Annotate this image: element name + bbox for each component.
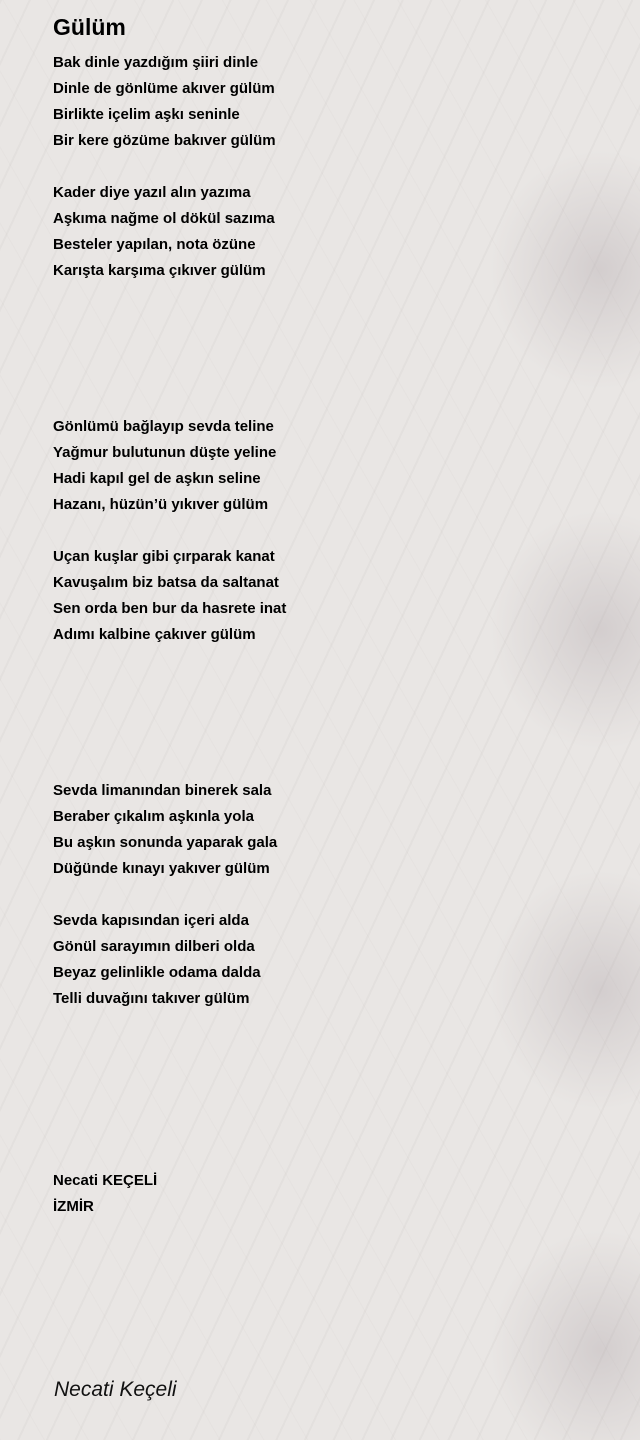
poem-line: Karışta karşıma çıkıver gülüm <box>53 262 266 279</box>
poem-line: Beyaz gelinlikle odama dalda <box>53 964 261 981</box>
poem-line: Aşkıma nağme ol dökül sazıma <box>53 210 275 227</box>
stanza-4 <box>53 544 613 648</box>
poem-line: Uçan kuşlar gibi çırparak kanat <box>53 548 275 565</box>
poem-line: Adımı kalbine çakıver gülüm <box>53 626 256 643</box>
poem-line: Bak dinle yazdığım şiiri dinle <box>53 54 259 71</box>
poem-line: Düğünde kınayı yakıver gülüm <box>53 860 270 877</box>
stanza-6 <box>53 908 613 1012</box>
author-place: İZMİR <box>53 1198 94 1215</box>
poem-line: Gönül sarayımın dilberi olda <box>53 938 255 955</box>
poem-line: Sen orda ben bur da hasrete inat <box>53 600 287 617</box>
poem-line: Gönlümü bağlayıp sevda teline <box>53 418 274 435</box>
poem-line: Birlikte içelim aşkı seninle <box>53 106 240 123</box>
author-name: Necati KEÇELİ <box>53 1172 158 1189</box>
poem-line: Yağmur bulutunun düşte yeline <box>53 444 277 461</box>
poem-line: Sevda kapısından içeri alda <box>53 912 249 929</box>
poem-line: Hadi kapıl gel de aşkın seline <box>53 470 261 487</box>
stanza-2 <box>53 180 613 284</box>
author-block <box>53 1168 613 1220</box>
poem-line: Kavuşalım biz batsa da saltanat <box>53 574 279 591</box>
poem-line: Hazanı, hüzün’ü yıkıver gülüm <box>53 496 269 513</box>
stanza-1 <box>53 50 613 154</box>
poem-line: Bu aşkın sonunda yaparak gala <box>53 834 278 851</box>
signature: Necati Keçeli <box>54 1378 177 1401</box>
poem-line: Dinle de gönlüme akıver gülüm <box>53 80 275 97</box>
stanza-5 <box>53 778 613 882</box>
poem-container <box>53 12 613 1220</box>
poem-line: Sevda limanından binerek sala <box>53 782 272 799</box>
poem-line: Beraber çıkalım aşkınla yola <box>53 808 254 825</box>
poem-line: Besteler yapılan, nota özüne <box>53 236 256 253</box>
poem-title: Gülüm <box>53 14 126 40</box>
poem-line: Kader diye yazıl alın yazıma <box>53 184 251 201</box>
poem-line: Telli duvağını takıver gülüm <box>53 990 250 1007</box>
stanza-3 <box>53 414 613 518</box>
poem-line: Bir kere gözüme bakıver gülüm <box>53 132 276 149</box>
